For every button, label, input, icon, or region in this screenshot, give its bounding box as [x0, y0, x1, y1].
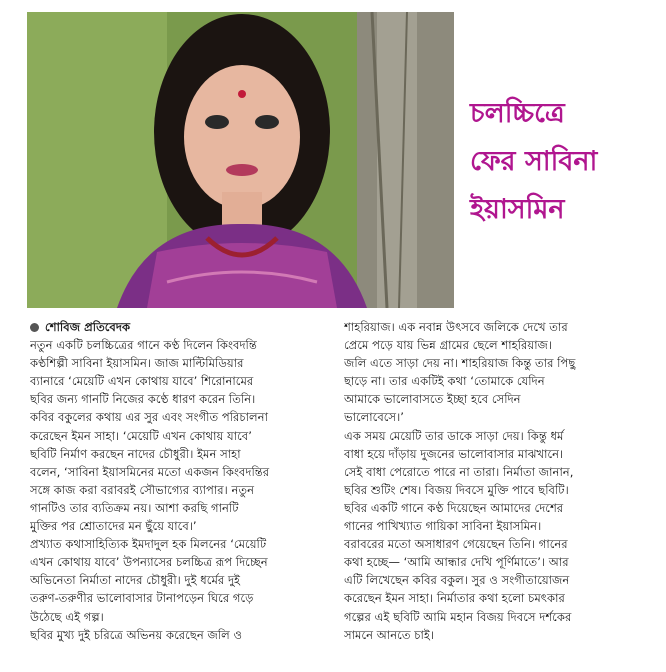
article-line: মুক্তির পর শ্রোতাদের মন ছুঁয়ে যাবে।’: [30, 519, 197, 534]
article-line: কবির বকুলের কথায় এর সুর এবং সংগীত পরিচালনা: [30, 410, 268, 425]
article-column-left: [30, 318, 332, 644]
article-line: ভালোবেসে।’: [344, 410, 404, 425]
article-line: গানের পাখিখ্যাত গায়িকা সাবিনা ইয়াসমিন।: [344, 519, 542, 534]
headline-line: ফের সাবিনা: [470, 146, 598, 177]
article-line: প্রখ্যাত কথাসাহিত্যিক ইমদাদুল হক মিলনের ‘মেয়েটি: [30, 537, 267, 552]
article-line: জলি এতে সাড়া দেয় না। শাহরিয়াজ কিন্তু তার পিছু: [344, 356, 576, 371]
byline-text: শোবিজ প্রতিবেদক: [45, 320, 131, 334]
article-line: এক সময় মেয়েটি তার ডাকে সাড়া দেয়। কিন্তু ধর্ম: [344, 428, 564, 443]
article-line: নতুন একটি চলচ্চিত্রের গানে কণ্ঠ দিলেন কিংবদন্তি: [30, 338, 257, 353]
bullet-icon: [30, 323, 39, 332]
article-line: ব্যানারে ‘মেয়েটি এখন কোথায় যাবে’ শিরোনামের: [30, 374, 254, 389]
article-line: বাধা হয়ে দাঁড়ায় দুজনের ভালোবাসার মাঝখানে।: [344, 446, 564, 461]
byline: [30, 318, 332, 336]
headline: [470, 90, 660, 234]
portrait-illustration: [27, 12, 454, 308]
article-line: এটি লিখেছেন কবির বকুল। সুর ও সংগীতায়োজন: [344, 573, 570, 588]
article-line: ছবির জন্য গানটি নিজের কণ্ঠে ধারণ করেন তিনি।: [30, 392, 256, 407]
article-line: গল্পের এই ছবিটি আমি মহান বিজয় দিবসে দর্শকের: [344, 609, 572, 624]
article-line: করেছেন ইমন সাহা। নির্মাতার কথা হলো চমৎকার: [344, 591, 565, 606]
article-line: বলেন, ‘সাবিনা ইয়াসমিনের মতো একজন কিংবদন্তির: [30, 464, 270, 479]
article-line: ছাড়ে না। তার একটিই কথা ‘তোমাকে যেদিন: [344, 374, 545, 389]
article-column-right: [344, 318, 644, 644]
headline-line: ইয়াসমিন: [470, 194, 565, 225]
article-line: ছবির একটি গানে কণ্ঠ দিয়েছেন আমাদের দেশের: [344, 500, 564, 515]
article-line: সামনে আনতে চাই।: [344, 627, 435, 642]
article-line: করেছেন ইমন সাহা। ‘মেয়েটি এখন কোথায় যাবে’: [30, 428, 252, 443]
article-line: উঠেছে এই গল্প।: [30, 609, 104, 624]
article-line: প্রেমে পড়ে যায় ভিন্ন গ্রামের ছেলে শাহরিয়াজ।: [344, 338, 553, 353]
article-line: গানটিও তার ব্যতিক্রম নয়। আশা করছি গানটি: [30, 500, 239, 515]
article-line: সঙ্গে কাজ করা বরাবরই সৌভাগ্যের ব্যাপার। নতুন: [30, 482, 255, 497]
article-line: তরুণ-তরুণীর ভালোবাসার টানাপড়েন ঘিরে গড়ে: [30, 591, 254, 606]
article-line: কণ্ঠশিল্পী সাবিনা ইয়াসমিন। জাজ মাল্টিমিডিয়ার: [30, 356, 244, 371]
article-line: শাহরিয়াজ। এক নবান্ন উৎসবে জলিকে দেখে তার: [344, 320, 568, 334]
article-line: ছবিটি নির্মাণ করছেন নাদের চৌধুরী। ইমন সাহা: [30, 446, 241, 461]
article-line: বরাবরের মতো অসাধারণ গেয়েছেন তিনি। গানের: [344, 537, 568, 552]
portrait-photo: [27, 12, 454, 308]
article-line: অভিনেতা নির্মাতা নাদের চৌধুরী। দুই ধর্মের দুই: [30, 573, 241, 588]
article-line: ছবির মুখ্য দুই চরিত্রে অভিনয় করেছেন জলি ও: [30, 627, 242, 642]
headline-line: চলচ্চিত্রে: [470, 98, 565, 129]
article-line: কথা হচ্ছে— ‘আমি আন্ধার দেখি পূর্ণিমাতে’। আর: [344, 555, 569, 570]
article-line: এখন কোথায় যাবে’ উপন্যাসের চলচ্চিত্র রূপ দিচ্ছেন: [30, 555, 268, 570]
article-line: ছবির শুটিং শেষ। বিজয় দিবসে মুক্তি পাবে ছবিটি।: [344, 482, 569, 497]
article-line: আমাকে ভালোবাসতে ইচ্ছা হবে সেদিন: [344, 392, 521, 407]
article-line: সেই বাধা পেরোতে পারে না তারা। নির্মাতা জানান,: [344, 464, 574, 479]
